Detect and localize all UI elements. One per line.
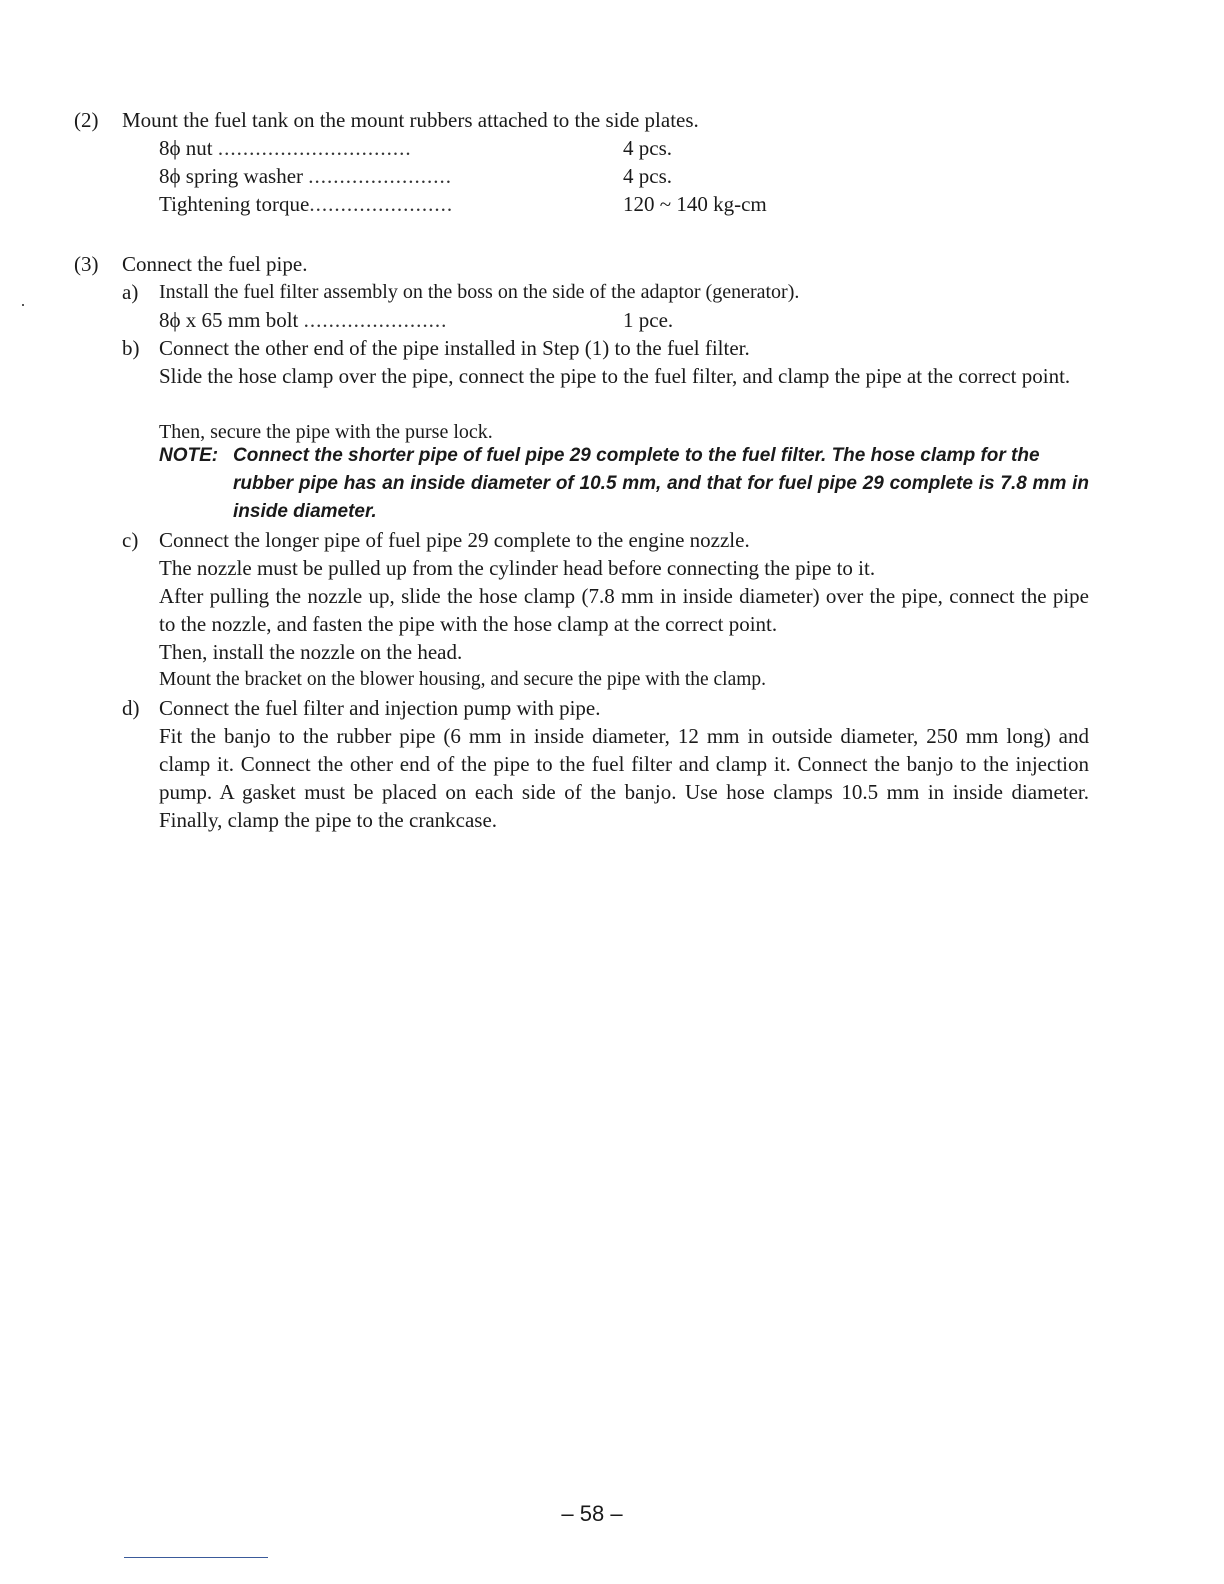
substep-d-text: Connect the fuel filter and injection pump with pipe. — [159, 696, 601, 720]
leader-dots: ............................... — [217, 136, 412, 160]
spec-value: 4 pcs. — [623, 136, 672, 160]
note-block — [159, 442, 1089, 526]
spec-label — [159, 306, 447, 334]
note-text: Connect the shorter pipe of fuel pipe 29 complete to the fuel filter. The hose clamp for the — [233, 445, 1040, 466]
substep-c-paragraph: Then, install the nozzle on the head. — [159, 640, 463, 664]
substep-b-letter: b) — [122, 336, 140, 360]
spec-label-text: 8ϕ nut — [159, 136, 213, 160]
substep-a-letter: a) — [122, 280, 139, 304]
step-3-number: (3) — [74, 252, 99, 276]
substep-d-paragraph: Fit the banjo to the rubber pipe (6 mm in inside diameter, 12 mm in outside diameter, 250 mm long) and clamp it. Connect the other end of the pipe to the fuel filter and clamp it. Connect the banjo to the injection pump. A gasket must be placed on each side of the banjo. Use hose clamps 10.5 mm in inside diameter. Finally, clamp the pipe to the crankcase. — [159, 724, 1089, 832]
step-3-text: Connect the fuel pipe. — [122, 252, 308, 276]
footer-rule — [124, 1557, 268, 1558]
substep-c-text: Connect the longer pipe of fuel pipe 29 complete to the engine nozzle. — [159, 528, 750, 552]
spec-label — [159, 134, 412, 162]
spec-label-text: 8ϕ x 65 mm bolt — [159, 308, 299, 332]
substep-b-paragraph: Then, secure the pipe with the purse lock. — [159, 421, 493, 443]
spec-value: 120 ~ 140 kg-cm — [623, 192, 767, 216]
substep-c-paragraph: Mount the bracket on the blower housing, and secure the pipe with the clamp. — [159, 669, 767, 690]
spec-value: 1 pce. — [623, 308, 674, 332]
substep-c-paragraph: After pulling the nozzle up, slide the hose clamp (7.8 mm in inside diameter) over the pipe, connect the pipe to the nozzle, and fasten the pipe with the hose clamp at the correct point. — [159, 584, 1089, 636]
spec-label-text: 8ϕ spring washer — [159, 164, 304, 188]
leader-dots: ....................... — [309, 192, 454, 216]
substep-b-text: Connect the other end of the pipe installed in Step (1) to the fuel filter. — [159, 336, 750, 360]
step-2-number: (2) — [74, 108, 99, 132]
page-number: – 58 – — [561, 1501, 623, 1526]
scan-speck — [22, 304, 24, 306]
spec-label-text: Tightening torque — [159, 192, 310, 216]
note-text-continued: rubber pipe has an inside diameter of 10.5 mm, and that for fuel pipe 29 complete is 7.8 mm in inside diameter. — [233, 473, 1089, 522]
spec-value: 4 pcs. — [623, 164, 672, 188]
step-2-text: Mount the fuel tank on the mount rubbers attached to the side plates. — [122, 108, 699, 132]
substep-a-text: Install the fuel filter assembly on the boss on the side of the adaptor (generator). — [159, 281, 800, 303]
spec-label — [159, 190, 453, 218]
leader-dots: ....................... — [303, 308, 448, 332]
note-label: NOTE: — [159, 445, 219, 466]
substep-c-paragraph: The nozzle must be pulled up from the cylinder head before connecting the pipe to it. — [159, 556, 876, 580]
substep-d-letter: d) — [122, 696, 140, 720]
leader-dots: ....................... — [308, 164, 453, 188]
substep-c-letter: c) — [122, 528, 139, 552]
substep-b-paragraph: Slide the hose clamp over the pipe, connect the pipe to the fuel filter, and clamp the pipe at the correct point. — [159, 364, 1071, 388]
spec-label — [159, 162, 452, 190]
